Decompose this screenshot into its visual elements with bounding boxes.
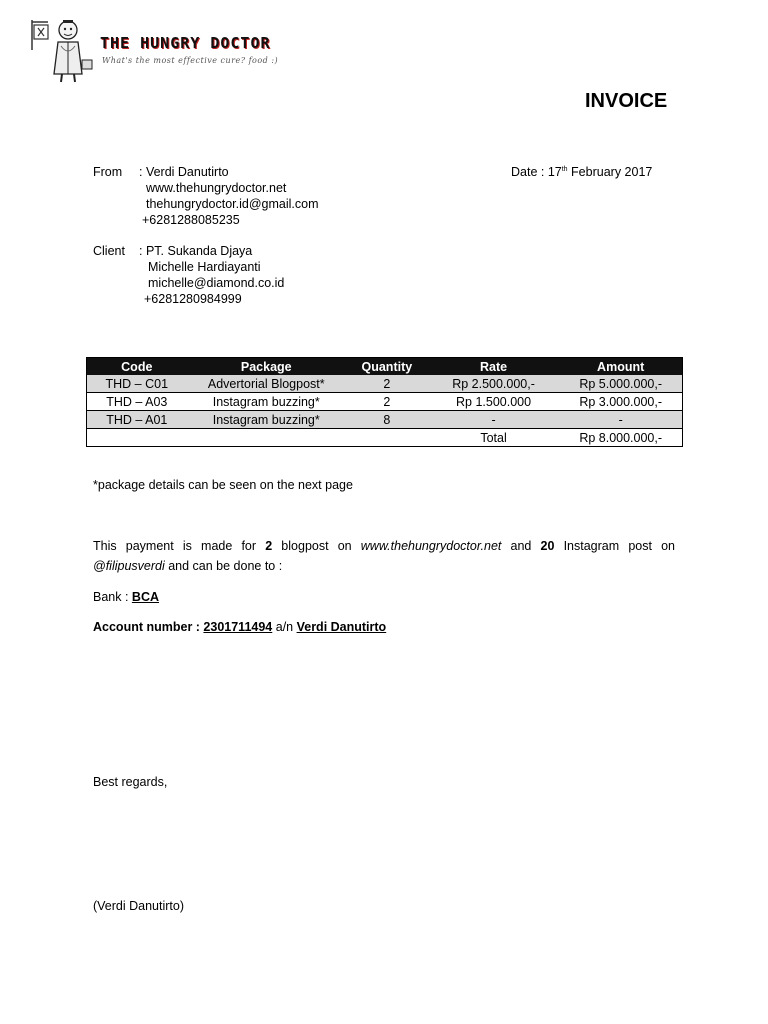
payment-paragraph — [93, 537, 675, 576]
cell-code: THD – A03 — [87, 393, 187, 411]
table-row — [87, 375, 683, 393]
account-label: Account number : — [93, 620, 204, 634]
package-note: *package details can be seen on the next page — [93, 478, 353, 492]
client-email: michelle@diamond.co.id — [148, 276, 285, 290]
bank-name: BCA — [131, 590, 160, 604]
account-mid: a/n — [272, 620, 297, 634]
cell-amount: Rp 3.000.000,- — [559, 393, 682, 411]
payment-site: www.thehungrydoctor.net — [360, 539, 502, 553]
client-contact: Michelle Hardiayanti — [148, 260, 261, 274]
table-row — [87, 411, 683, 429]
header-package: Package — [187, 358, 346, 376]
cell-amount: Rp 5.000.000,- — [559, 375, 682, 393]
cell-rate: - — [428, 411, 560, 429]
header-code: Code — [87, 358, 187, 376]
account-number: 2301711494 — [203, 620, 273, 634]
blogpost-count: 2 — [265, 539, 273, 553]
header-amount: Amount — [559, 358, 682, 376]
payment-text-4: Instagram post on — [554, 539, 675, 553]
cell-package: Instagram buzzing* — [187, 411, 346, 429]
invoice-items-table — [86, 357, 683, 447]
cell-rate: Rp 1.500.000 — [428, 393, 560, 411]
cell-quantity: 8 — [346, 411, 428, 429]
from-website: www.thehungrydoctor.net — [146, 181, 287, 195]
cell-quantity: 2 — [346, 375, 428, 393]
account-holder: Verdi Danutirto — [296, 620, 387, 634]
cell-code: THD – C01 — [87, 375, 187, 393]
cell-quantity: 2 — [346, 393, 428, 411]
invoice-date — [511, 165, 652, 179]
bank-line — [93, 590, 159, 604]
account-line — [93, 620, 386, 634]
payment-text-5: and can be done to : — [164, 558, 283, 573]
date-prefix: Date : 17 — [511, 165, 562, 179]
instagram-handle: @filipusverdi — [93, 558, 165, 573]
total-empty-cell — [87, 429, 187, 447]
payment-text-1: This payment is made for — [93, 539, 266, 553]
cell-package: Advertorial Blogpost* — [187, 375, 346, 393]
date-suffix: th — [561, 165, 568, 173]
header-rate: Rate — [428, 358, 560, 376]
total-empty-cell — [187, 429, 346, 447]
invoice-title: INVOICE — [585, 90, 668, 112]
total-label: Total — [428, 429, 560, 447]
total-amount: Rp 8.000.000,- — [559, 429, 682, 447]
header-quantity: Quantity — [346, 358, 428, 376]
client-label: Client — [93, 244, 125, 258]
payment-text-2: blogpost on — [272, 539, 361, 553]
table-header-row — [87, 358, 683, 376]
brand-tagline: What's the most effective cure? food :) — [102, 56, 279, 65]
bank-label: Bank : — [93, 590, 132, 604]
doctor-mascot-icon — [28, 16, 98, 86]
payment-text-3: and — [501, 539, 541, 553]
cell-package: Instagram buzzing* — [187, 393, 346, 411]
company-logo — [28, 16, 298, 86]
brand-name: THE HUNGRY DOCTOR — [100, 34, 271, 52]
table-total-row — [87, 429, 683, 447]
from-label: From — [93, 165, 123, 179]
cell-rate: Rp 2.500.000,- — [428, 375, 560, 393]
cell-amount: - — [559, 411, 682, 429]
client-company: : PT. Sukanda Djaya — [139, 244, 253, 258]
date-rest: February 2017 — [567, 165, 653, 179]
from-name: : Verdi Danutirto — [139, 165, 229, 179]
signature-name: (Verdi Danutirto) — [93, 899, 185, 913]
total-empty-cell — [346, 429, 428, 447]
closing-text: Best regards, — [93, 775, 168, 789]
instagram-count: 20 — [540, 539, 555, 553]
cell-code: THD – A01 — [87, 411, 187, 429]
from-email: thehungrydoctor.id@gmail.com — [146, 197, 319, 211]
table-row — [87, 393, 683, 411]
client-phone: +6281280984999 — [144, 292, 242, 306]
from-phone: +6281288085235 — [142, 213, 240, 227]
